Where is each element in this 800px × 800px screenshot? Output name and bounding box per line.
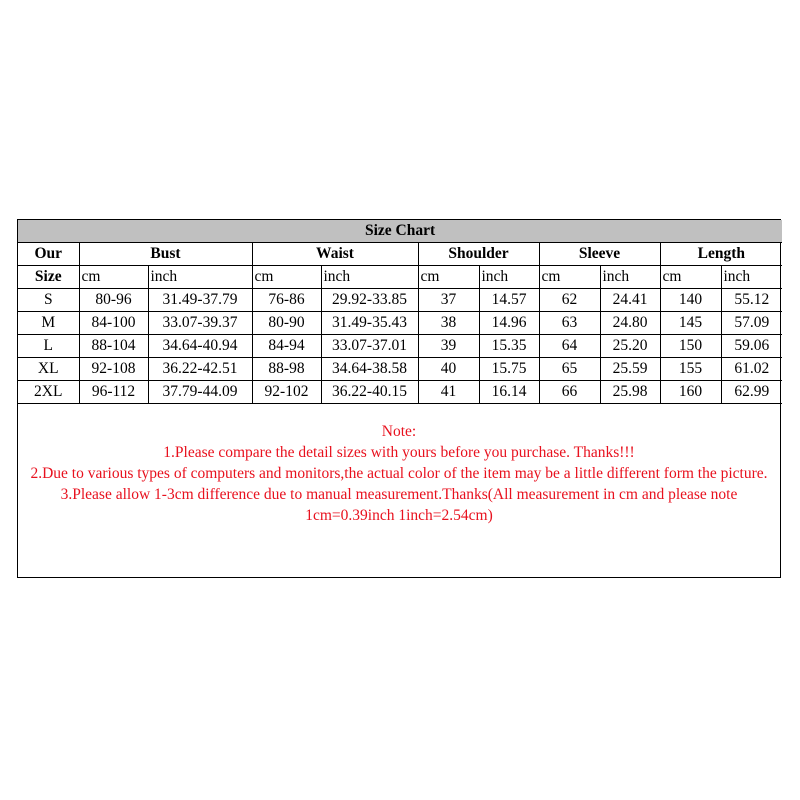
unit-cell: cm bbox=[539, 266, 600, 289]
measurement-cell: 66 bbox=[539, 381, 600, 404]
size-cell: M bbox=[18, 312, 79, 335]
measurement-cell: 61.02 bbox=[721, 358, 782, 381]
measurement-cell: 14.96 bbox=[479, 312, 539, 335]
size-label-top: Our bbox=[18, 243, 79, 266]
measurement-cell: 16.14 bbox=[479, 381, 539, 404]
table-title: Size Chart bbox=[18, 220, 782, 243]
measurement-cell: 31.49-35.43 bbox=[321, 312, 418, 335]
measurement-cell: 140 bbox=[660, 289, 721, 312]
measurement-cell: 84-100 bbox=[79, 312, 148, 335]
measurement-cell: 84-94 bbox=[252, 335, 321, 358]
measurement-cell: 41 bbox=[418, 381, 479, 404]
table-row bbox=[18, 381, 782, 404]
measurement-cell: 14.57 bbox=[479, 289, 539, 312]
measurement-cell: 59.06 bbox=[721, 335, 782, 358]
note-line-1: 1.Please compare the detail sizes with yours before you purchase. Thanks!!! bbox=[163, 444, 635, 461]
table-row bbox=[18, 289, 782, 312]
unit-cell: inch bbox=[479, 266, 539, 289]
measurement-cell: 96-112 bbox=[79, 381, 148, 404]
measurement-cell: 36.22-40.15 bbox=[321, 381, 418, 404]
unit-cell: cm bbox=[418, 266, 479, 289]
size-cell: S bbox=[18, 289, 79, 312]
measurement-cell: 24.41 bbox=[600, 289, 660, 312]
measurement-cell: 34.64-38.58 bbox=[321, 358, 418, 381]
measurement-cell: 62.99 bbox=[721, 381, 782, 404]
size-cell: L bbox=[18, 335, 79, 358]
shoulder-header: Shoulder bbox=[418, 243, 539, 266]
measurement-cell: 37 bbox=[418, 289, 479, 312]
note-line-2: 2.Due to various types of computers and monitors,the actual color of the item may be a little different form the picture. bbox=[30, 465, 768, 482]
table-row bbox=[18, 312, 782, 335]
unit-header-row bbox=[18, 266, 782, 289]
size-chart-table bbox=[18, 220, 782, 404]
title-row bbox=[18, 220, 782, 243]
unit-cell: cm bbox=[252, 266, 321, 289]
measurement-cell: 38 bbox=[418, 312, 479, 335]
measurement-cell: 65 bbox=[539, 358, 600, 381]
unit-cell: cm bbox=[79, 266, 148, 289]
table-row bbox=[18, 335, 782, 358]
measurement-cell: 25.20 bbox=[600, 335, 660, 358]
note-line-3: 3.Please allow 1-3cm difference due to manual measurement.Thanks(All measurement in cm and please note 1cm=0.39inch 1inch=2.54cm) bbox=[60, 486, 738, 524]
measurement-cell: 160 bbox=[660, 381, 721, 404]
size-label-bottom: Size bbox=[18, 266, 79, 289]
measurement-cell: 64 bbox=[539, 335, 600, 358]
sleeve-header: Sleeve bbox=[539, 243, 660, 266]
measurement-cell: 37.79-44.09 bbox=[148, 381, 252, 404]
measurement-cell: 57.09 bbox=[721, 312, 782, 335]
measurement-cell: 15.35 bbox=[479, 335, 539, 358]
size-cell: 2XL bbox=[18, 381, 79, 404]
measurement-cell: 80-90 bbox=[252, 312, 321, 335]
measurement-cell: 155 bbox=[660, 358, 721, 381]
notes-section bbox=[18, 404, 780, 526]
waist-header: Waist bbox=[252, 243, 418, 266]
measurement-cell: 24.80 bbox=[600, 312, 660, 335]
measurement-cell: 15.75 bbox=[479, 358, 539, 381]
measurement-cell: 25.59 bbox=[600, 358, 660, 381]
measurement-cell: 92-108 bbox=[79, 358, 148, 381]
measurement-cell: 31.49-37.79 bbox=[148, 289, 252, 312]
measurement-cell: 40 bbox=[418, 358, 479, 381]
measurement-cell: 63 bbox=[539, 312, 600, 335]
measurement-cell: 88-104 bbox=[79, 335, 148, 358]
measurement-cell: 80-96 bbox=[79, 289, 148, 312]
unit-cell: inch bbox=[721, 266, 782, 289]
measurement-cell: 76-86 bbox=[252, 289, 321, 312]
measurement-cell: 55.12 bbox=[721, 289, 782, 312]
table-row bbox=[18, 358, 782, 381]
group-header-row bbox=[18, 243, 782, 266]
unit-cell: cm bbox=[660, 266, 721, 289]
unit-cell: inch bbox=[600, 266, 660, 289]
size-chart-panel bbox=[17, 219, 781, 578]
size-cell: XL bbox=[18, 358, 79, 381]
bust-header: Bust bbox=[79, 243, 252, 266]
measurement-cell: 88-98 bbox=[252, 358, 321, 381]
measurement-cell: 34.64-40.94 bbox=[148, 335, 252, 358]
measurement-cell: 39 bbox=[418, 335, 479, 358]
measurement-cell: 92-102 bbox=[252, 381, 321, 404]
unit-cell: inch bbox=[321, 266, 418, 289]
measurement-cell: 150 bbox=[660, 335, 721, 358]
measurement-cell: 33.07-37.01 bbox=[321, 335, 418, 358]
length-header: Length bbox=[660, 243, 782, 266]
measurement-cell: 25.98 bbox=[600, 381, 660, 404]
measurement-cell: 145 bbox=[660, 312, 721, 335]
measurement-cell: 33.07-39.37 bbox=[148, 312, 252, 335]
unit-cell: inch bbox=[148, 266, 252, 289]
measurement-cell: 29.92-33.85 bbox=[321, 289, 418, 312]
note-heading: Note: bbox=[381, 423, 417, 440]
measurement-cell: 36.22-42.51 bbox=[148, 358, 252, 381]
measurement-cell: 62 bbox=[539, 289, 600, 312]
